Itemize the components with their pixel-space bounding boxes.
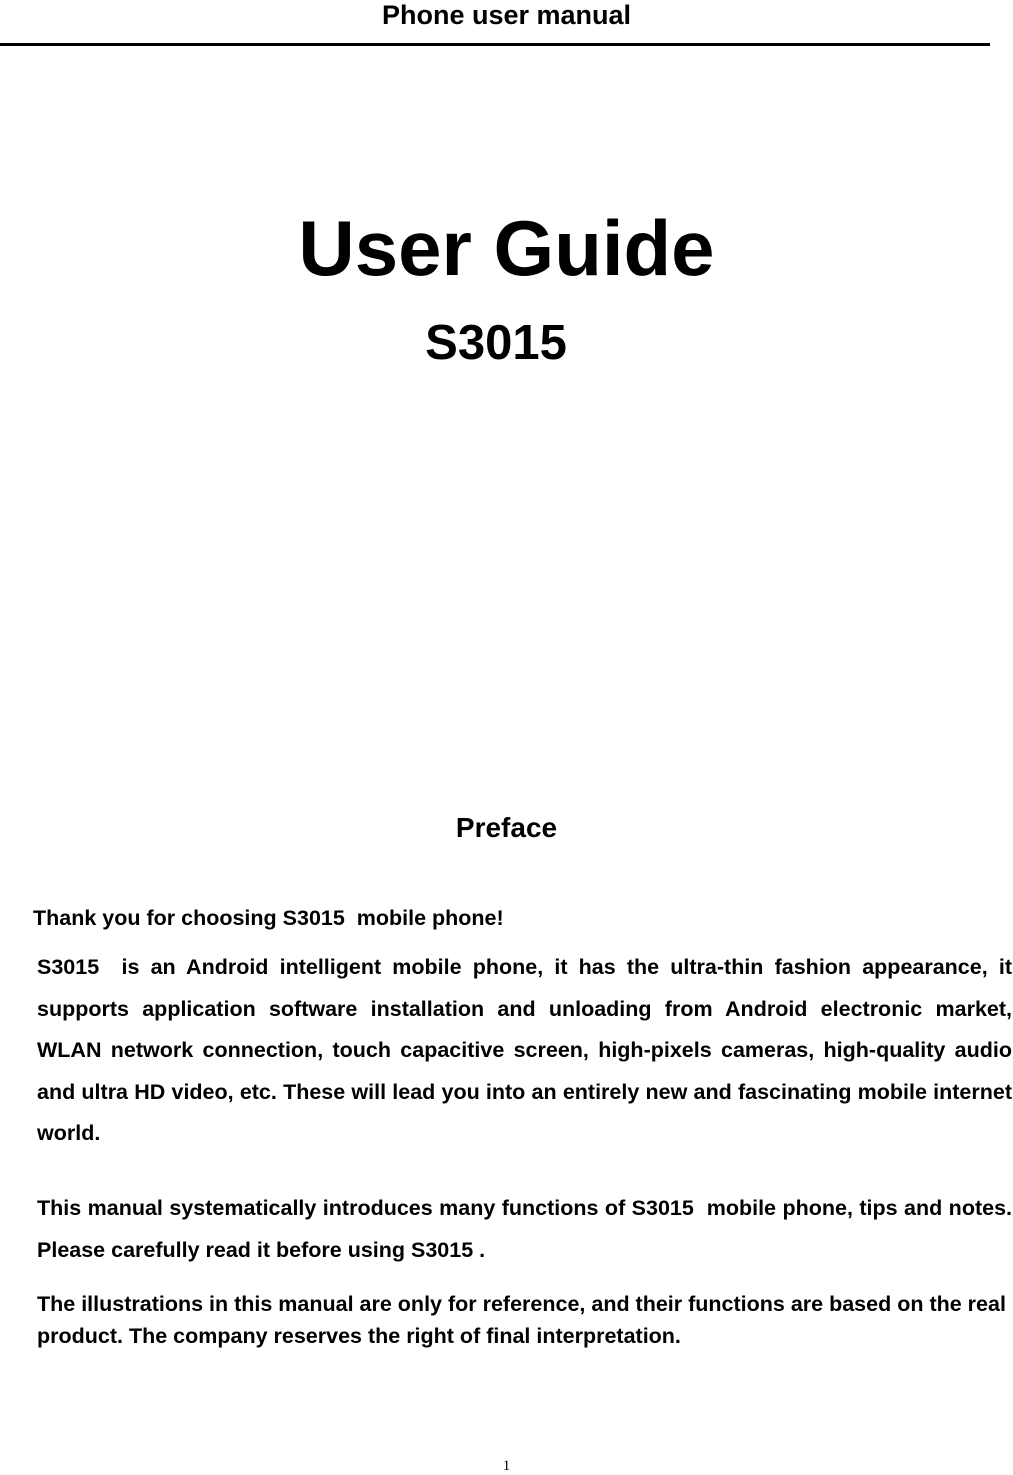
header-rule — [0, 43, 990, 46]
page-number: 1 — [502, 1458, 511, 1474]
preface-paragraph-disclaimer: The illustrations in this manual are only for reference, and their functions are based on the real product. The company reserves the right of final interpretation. — [37, 1292, 1006, 1348]
document-title: User Guide — [298, 204, 715, 292]
preface-paragraph-intro: S3015 is an Android intelligent mobile phone, it has the ultra-thin fashion appearance, it supports application software installation and unloading from Android electronic market, WLAN network connection, touch capacitive screen, high-pixels cameras, high-quality audio and ultra HD video, etc. These will lead you into an entirely new and fascinating mobile internet world. — [37, 955, 1012, 1145]
preface-paragraph-manual: This manual systematically introduces many functions of S3015 mobile phone, tips and notes. Please carefully read it before using S3015 . — [37, 1196, 1012, 1262]
preface-heading: Preface — [455, 812, 558, 843]
model-number: S3015 — [425, 316, 567, 370]
preface-thanks-line: Thank you for choosing S3015 mobile phone! — [33, 906, 504, 930]
running-header-title: Phone user manual — [381, 0, 632, 30]
